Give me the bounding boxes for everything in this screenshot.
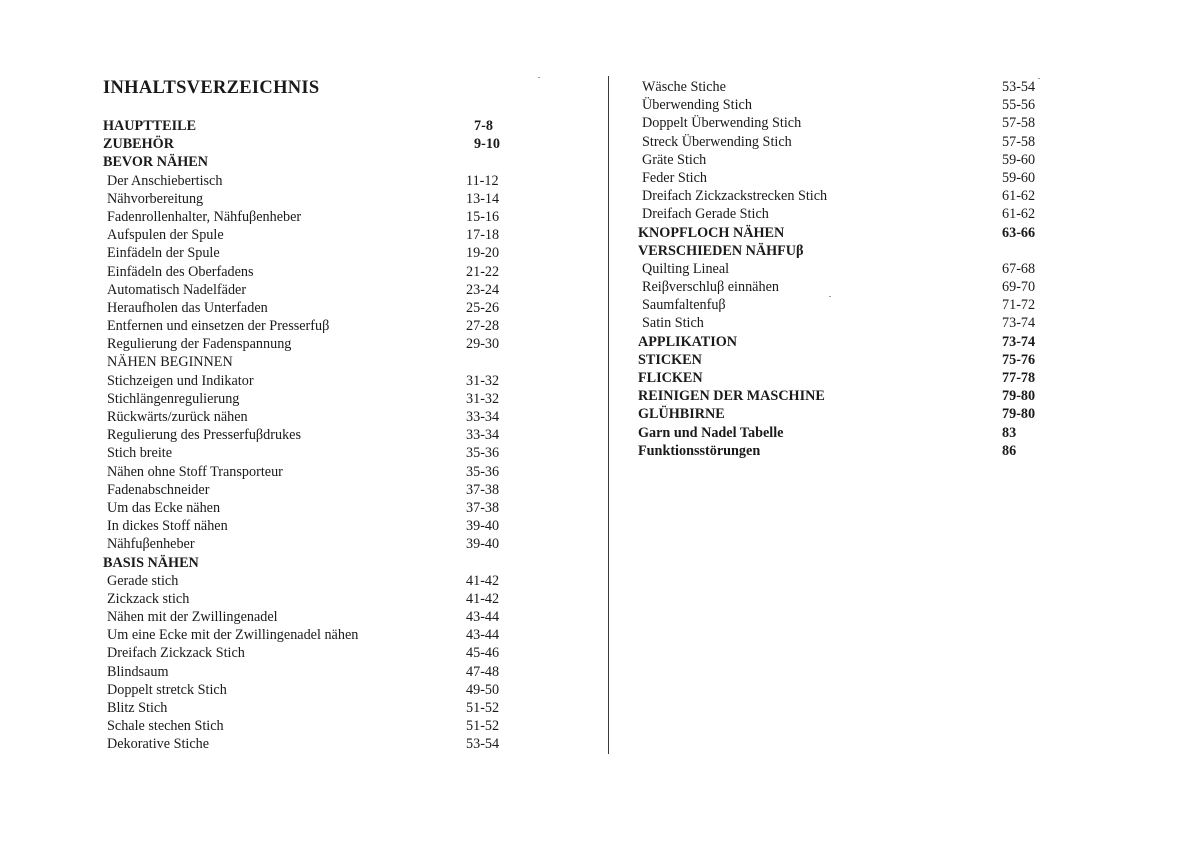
toc-entry-label: Nähfuβenheber bbox=[107, 536, 195, 553]
toc-entry bbox=[638, 242, 1058, 260]
toc-entry-label: KNOPFLOCH NÄHEN bbox=[638, 224, 785, 241]
toc-entry-pages: 79-80 bbox=[1002, 406, 1036, 423]
toc-entry bbox=[638, 278, 1058, 296]
toc-entry-label: Blitz Stich bbox=[107, 700, 168, 716]
toc-entry-pages: 51-52 bbox=[466, 700, 500, 716]
toc-entry-label: APPLIKATION bbox=[638, 333, 738, 350]
toc-entry bbox=[103, 390, 523, 408]
toc-entry-label: BASIS NÄHEN bbox=[103, 554, 199, 571]
toc-entry-label: BEVOR NÄHEN bbox=[103, 154, 208, 171]
toc-entry-pages: 57-58 bbox=[1002, 133, 1036, 150]
toc-entry-pages: 19-20 bbox=[466, 245, 500, 262]
toc-entry bbox=[638, 260, 1058, 278]
toc-entry bbox=[103, 535, 523, 553]
toc-entry bbox=[638, 151, 1058, 169]
toc-entry bbox=[103, 499, 523, 517]
toc-entry bbox=[638, 78, 1058, 96]
toc-entry-label: Satin Stich bbox=[642, 315, 704, 332]
toc-entry bbox=[103, 335, 523, 353]
scan-speck bbox=[1038, 78, 1040, 79]
toc-entry-label: Einfädeln der Spule bbox=[107, 245, 220, 262]
toc-entry-label: Automatisch Nadelfäder bbox=[107, 281, 247, 298]
toc-entry-label: STICKEN bbox=[638, 351, 702, 368]
toc-entry-label: Stichzeigen und Indikator bbox=[107, 372, 254, 389]
toc-entry-pages: 71-72 bbox=[1002, 297, 1036, 314]
toc-entry-pages: 59-60 bbox=[1002, 151, 1036, 168]
toc-entry bbox=[103, 699, 523, 717]
toc-entry-pages: 29-30 bbox=[466, 336, 500, 353]
toc-entry-label: In dickes Stoff nähen bbox=[107, 518, 228, 535]
toc-entry bbox=[638, 333, 1058, 351]
toc-entry bbox=[103, 226, 523, 244]
toc-entry-label: Schale stechen Stich bbox=[107, 718, 224, 735]
toc-entry bbox=[103, 572, 523, 590]
toc-entry bbox=[103, 517, 523, 535]
toc-entry bbox=[103, 590, 523, 608]
toc-entry bbox=[103, 481, 523, 499]
toc-entry-pages: 39-40 bbox=[466, 518, 500, 535]
toc-entry bbox=[103, 317, 523, 335]
toc-entry bbox=[638, 387, 1058, 405]
toc-entry-label: Doppelt stretck Stich bbox=[107, 681, 227, 698]
toc-entry-label: Feder Stich bbox=[642, 169, 708, 186]
toc-entry-label: Saumfaltenfuβ bbox=[642, 297, 726, 314]
toc-entry bbox=[103, 444, 523, 462]
toc-entry bbox=[638, 296, 1058, 314]
toc-entry-label: Regulierung der Fadenspannung bbox=[107, 336, 292, 353]
toc-entry-pages: 37-38 bbox=[466, 499, 500, 516]
toc-entry-pages: 37-38 bbox=[466, 481, 500, 498]
toc-entry-label: Fadenrollenhalter, Nähfuβenheber bbox=[107, 208, 302, 225]
toc-entry-pages: 9-10 bbox=[474, 136, 501, 153]
toc-entry-label: Dreifach Zickzackstrecken Stich bbox=[642, 188, 828, 205]
toc-entry bbox=[638, 405, 1058, 423]
toc-entry-label: Um eine Ecke mit der Zwillingenadel nähen bbox=[107, 627, 359, 644]
toc-entry-label: Rückwärts/zurück nähen bbox=[107, 409, 248, 425]
toc-entry bbox=[103, 263, 523, 281]
toc-entry bbox=[103, 554, 523, 572]
scan-speck bbox=[538, 77, 540, 78]
toc-entry bbox=[103, 644, 523, 662]
toc-entry-pages: 73-74 bbox=[1002, 315, 1036, 332]
toc-entry bbox=[103, 608, 523, 626]
toc-entry-pages: 75-76 bbox=[1002, 351, 1036, 368]
toc-entry-label: Nähen ohne Stoff Transporteur bbox=[107, 463, 283, 480]
toc-entry-label: Streck Überwending Stich bbox=[642, 133, 792, 150]
toc-entry-label: Dreifach Zickzack Stich bbox=[107, 645, 245, 662]
toc-entry bbox=[638, 351, 1058, 369]
toc-right-column bbox=[638, 78, 1058, 460]
toc-entry bbox=[103, 299, 523, 317]
toc-entry bbox=[103, 281, 523, 299]
toc-entry-label: ZUBEHÖR bbox=[103, 136, 174, 153]
toc-entry bbox=[638, 187, 1058, 205]
toc-left-column bbox=[103, 117, 523, 754]
toc-entry-label: FLICKEN bbox=[638, 370, 703, 386]
toc-entry-label: Reiβverschluβ einnähen bbox=[642, 279, 779, 296]
toc-entry-pages: 59-60 bbox=[1002, 169, 1036, 186]
toc-entry-pages: 31-32 bbox=[466, 372, 500, 389]
toc-entry bbox=[103, 735, 523, 753]
toc-entry bbox=[638, 314, 1058, 332]
toc-entry bbox=[103, 135, 523, 153]
toc-entry bbox=[103, 717, 523, 735]
toc-entry-pages: 73-74 bbox=[1002, 333, 1036, 350]
toc-entry-label: Funktionsstörungen bbox=[638, 442, 761, 459]
toc-entry-pages: 43-44 bbox=[466, 609, 500, 626]
toc-entry bbox=[103, 463, 523, 481]
toc-entry-label: Nähvorbereitung bbox=[107, 190, 204, 207]
toc-entry bbox=[638, 205, 1058, 223]
toc-entry bbox=[103, 663, 523, 681]
toc-entry-pages: 33-34 bbox=[466, 427, 500, 444]
toc-entry-pages: 83 bbox=[1002, 424, 1017, 441]
toc-entry-label: Entfernen und einsetzen der Presserfuβ bbox=[107, 318, 330, 335]
toc-entry-pages: 63-66 bbox=[1002, 224, 1036, 241]
toc-entry-pages: 53-54 bbox=[466, 736, 500, 753]
toc-entry bbox=[103, 172, 523, 190]
toc-entry-pages: 11-12 bbox=[466, 172, 499, 189]
toc-entry-label: Um das Ecke nähen bbox=[107, 499, 221, 516]
toc-entry-pages: 15-16 bbox=[466, 208, 500, 225]
toc-entry-label: Fadenabschneider bbox=[107, 481, 210, 498]
toc-entry-pages: 69-70 bbox=[1002, 279, 1036, 296]
toc-entry bbox=[638, 133, 1058, 151]
toc-entry bbox=[103, 208, 523, 226]
toc-entry-pages: 55-56 bbox=[1002, 97, 1036, 114]
toc-entry-label: Nähen mit der Zwillingenadel bbox=[107, 609, 278, 626]
toc-entry-pages: 17-18 bbox=[466, 227, 500, 244]
column-divider bbox=[608, 76, 609, 754]
toc-entry-pages: 27-28 bbox=[466, 318, 500, 335]
toc-entry bbox=[638, 114, 1058, 132]
toc-entry-pages: 57-58 bbox=[1002, 115, 1036, 132]
toc-entry-pages: 7-8 bbox=[474, 118, 493, 134]
toc-entry bbox=[638, 169, 1058, 187]
toc-entry-label: Stich breite bbox=[107, 445, 173, 462]
toc-entry-pages: 61-62 bbox=[1002, 206, 1036, 223]
toc-entry-pages: 39-40 bbox=[466, 536, 500, 553]
toc-entry-label: Quilting Lineal bbox=[642, 260, 730, 277]
toc-entry-label: Wäsche Stiche bbox=[642, 79, 726, 95]
toc-entry-pages: 21-22 bbox=[466, 263, 500, 280]
toc-entry bbox=[103, 153, 523, 171]
toc-entry-label: GLÜHBIRNE bbox=[638, 406, 725, 423]
toc-entry-label: Aufspulen der Spule bbox=[107, 227, 224, 244]
toc-entry bbox=[103, 626, 523, 644]
toc-entry-label: VERSCHIEDEN NÄHFUβ bbox=[638, 242, 804, 259]
toc-entry-pages: 41-42 bbox=[466, 590, 500, 607]
toc-entry bbox=[103, 353, 523, 371]
toc-entry bbox=[103, 372, 523, 390]
toc-entry-pages: 47-48 bbox=[466, 663, 500, 680]
toc-entry bbox=[638, 224, 1058, 242]
toc-entry-pages: 35-36 bbox=[466, 445, 500, 462]
toc-entry-label: Dekorative Stiche bbox=[107, 736, 210, 753]
toc-entry-label: Gerade stich bbox=[107, 572, 179, 589]
scan-speck bbox=[829, 296, 831, 297]
toc-entry-label: HAUPTTEILE bbox=[103, 118, 197, 134]
toc-entry-pages: 53-54 bbox=[1002, 79, 1036, 95]
toc-entry bbox=[103, 117, 523, 135]
toc-entry-pages: 43-44 bbox=[466, 627, 500, 644]
toc-entry-label: Einfädeln des Oberfadens bbox=[107, 263, 254, 280]
toc-entry bbox=[638, 369, 1058, 387]
toc-entry-pages: 67-68 bbox=[1002, 260, 1036, 277]
toc-entry-pages: 79-80 bbox=[1002, 388, 1036, 405]
toc-entry-pages: 41-42 bbox=[466, 572, 500, 589]
toc-entry-label: Überwending Stich bbox=[642, 97, 752, 114]
toc-entry-pages: 33-34 bbox=[466, 409, 500, 425]
toc-entry-pages: 31-32 bbox=[466, 390, 500, 407]
toc-entry-label: Doppelt Überwending Stich bbox=[642, 115, 802, 132]
toc-entry bbox=[103, 681, 523, 699]
toc-entry bbox=[103, 408, 523, 426]
toc-entry-label: Dreifach Gerade Stich bbox=[642, 206, 769, 223]
toc-entry-label: Garn und Nadel Tabelle bbox=[638, 424, 784, 441]
toc-entry-label: Blindsaum bbox=[107, 663, 169, 680]
toc-entry-pages: 45-46 bbox=[466, 645, 500, 662]
toc-entry-pages: 49-50 bbox=[466, 681, 500, 698]
toc-entry-label: Der Anschiebertisch bbox=[107, 172, 223, 189]
toc-entry-label: Gräte Stich bbox=[642, 151, 707, 168]
toc-entry bbox=[638, 442, 1058, 460]
toc-entry-label: Zickzack stich bbox=[107, 590, 190, 607]
toc-entry-label: Heraufholen das Unterfaden bbox=[107, 299, 268, 316]
toc-entry bbox=[103, 244, 523, 262]
toc-entry-pages: 25-26 bbox=[466, 299, 500, 316]
toc-entry bbox=[103, 426, 523, 444]
toc-entry-pages: 23-24 bbox=[466, 281, 500, 298]
toc-entry-label: NÄHEN BEGINNEN bbox=[107, 354, 233, 371]
toc-entry-label: REINIGEN DER MASCHINE bbox=[638, 388, 825, 405]
toc-entry-pages: 77-78 bbox=[1002, 370, 1036, 386]
page-title: INHALTSVERZEICHNIS bbox=[103, 78, 320, 98]
toc-entry-label: Stichlängenregulierung bbox=[107, 390, 240, 407]
toc-entry-pages: 51-52 bbox=[466, 718, 500, 735]
toc-entry-pages: 61-62 bbox=[1002, 188, 1036, 205]
toc-entry bbox=[638, 424, 1058, 442]
toc-entry-pages: 35-36 bbox=[466, 463, 500, 480]
toc-entry bbox=[638, 96, 1058, 114]
toc-entry-label: Regulierung des Presserfuβdrukes bbox=[107, 427, 301, 444]
toc-entry bbox=[103, 190, 523, 208]
toc-entry-pages: 13-14 bbox=[466, 190, 500, 207]
toc-entry-pages: 86 bbox=[1002, 442, 1017, 459]
